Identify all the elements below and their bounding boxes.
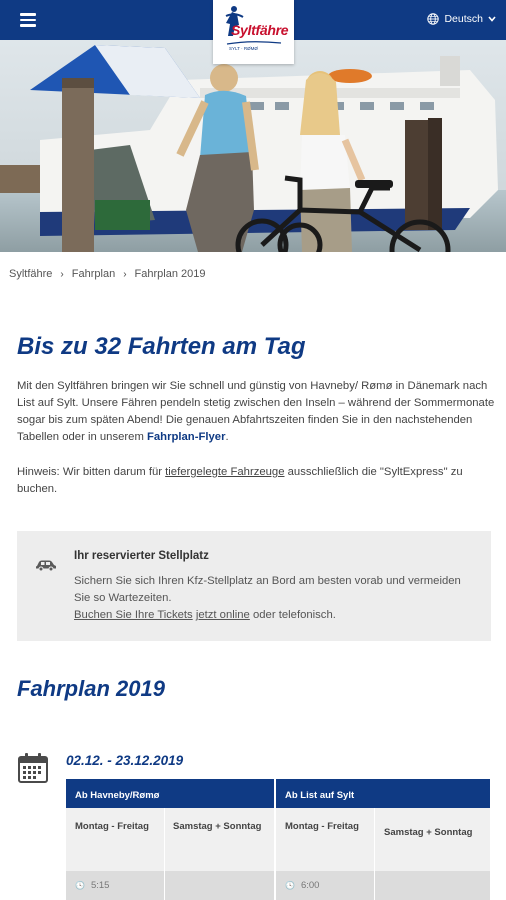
hamburger-menu-icon[interactable] bbox=[20, 13, 36, 27]
reservation-text-end: oder telefonisch. bbox=[249, 609, 336, 621]
car-icon bbox=[35, 559, 57, 571]
subheader-weekdays: Montag - Freitag bbox=[276, 808, 375, 871]
page-title: Bis zu 32 Fahrten am Tag bbox=[17, 333, 306, 360]
hero-image bbox=[0, 40, 506, 252]
reservation-text bbox=[74, 573, 474, 624]
table-cell bbox=[276, 871, 375, 900]
header-from-havneby: Ab Havneby/Rømø bbox=[66, 779, 276, 808]
breadcrumb-separator-icon: › bbox=[123, 268, 127, 280]
table-row bbox=[66, 871, 490, 900]
calendar-icon bbox=[17, 752, 49, 784]
breadcrumb-item-home[interactable]: Syltfähre bbox=[9, 268, 53, 280]
reservation-info-box bbox=[17, 531, 491, 641]
breadcrumb-item-fahrplan[interactable]: Fahrplan bbox=[71, 268, 116, 280]
syltfaehre-logo[interactable] bbox=[213, 0, 294, 64]
svg-text:SYLT · RØMØ: SYLT · RØMØ bbox=[229, 46, 258, 51]
clock-icon: 🕓 bbox=[285, 881, 295, 890]
globe-icon bbox=[427, 13, 439, 25]
clock-icon: 🕓 bbox=[75, 881, 85, 890]
intro-text bbox=[17, 378, 495, 446]
intro-paragraph: Mit den Syltfähren bringen wir Sie schnell und günstig von Havneby/ Rømø in Dänemark nach List auf Sylt. Unsere Fähren pendeln stetig zwischen den Inseln – während der Sommermonate sogar bis zum späten Abend! Die genauen Abfahrtszeiten finden Sie in den nachstehenden Tabellen oder in unserem bbox=[17, 380, 495, 443]
schedule-title: Fahrplan 2019 bbox=[17, 676, 165, 701]
schedule-date-range: 02.12. - 23.12.2019 bbox=[66, 753, 184, 768]
table-cell bbox=[66, 871, 165, 900]
language-selector[interactable] bbox=[427, 13, 496, 25]
timetable-subheader bbox=[66, 808, 490, 871]
timetable-header bbox=[66, 779, 490, 808]
book-tickets-link[interactable]: Buchen Sie Ihre Tickets bbox=[74, 609, 193, 621]
intro-end: . bbox=[225, 431, 229, 443]
breadcrumb bbox=[9, 268, 205, 280]
header-from-list: Ab List auf Sylt bbox=[276, 779, 490, 808]
logo-text: Syltfähre bbox=[231, 22, 289, 38]
chevron-down-icon bbox=[488, 16, 496, 22]
language-label: Deutsch bbox=[444, 13, 483, 25]
reservation-description: Sichern Sie sich Ihren Kfz-Stellplatz an Bord am besten vorab und vermeiden Sie so Wartezeiten. bbox=[74, 575, 461, 604]
breadcrumb-item-current: Fahrplan 2019 bbox=[134, 268, 206, 280]
breadcrumb-separator-icon: › bbox=[60, 268, 64, 280]
departure-time: 5:15 bbox=[90, 880, 110, 891]
reservation-title: Ihr reservierter Stellplatz bbox=[74, 550, 209, 562]
departure-time: 6:00 bbox=[300, 880, 320, 891]
hint-suffix: ausschließlich die "SyltExpress" zu buchen. bbox=[17, 466, 463, 495]
hint-prefix: Hinweis: Wir bitten darum für bbox=[17, 466, 166, 478]
subheader-weekdays: Montag - Freitag bbox=[66, 808, 165, 871]
hint-text bbox=[17, 464, 495, 498]
online-link[interactable]: jetzt online bbox=[195, 609, 250, 621]
subheader-weekend: Samstag + Sonntag bbox=[165, 808, 276, 871]
subheader-weekend: Samstag + Sonntag bbox=[384, 827, 473, 838]
fahrplan-flyer-link[interactable]: Fahrplan-Flyer bbox=[147, 431, 226, 443]
timetable bbox=[66, 779, 490, 900]
table-cell bbox=[375, 871, 490, 900]
lowered-vehicles-link[interactable]: tiefergelegte Fahrzeuge bbox=[165, 466, 285, 478]
table-cell bbox=[165, 871, 276, 900]
